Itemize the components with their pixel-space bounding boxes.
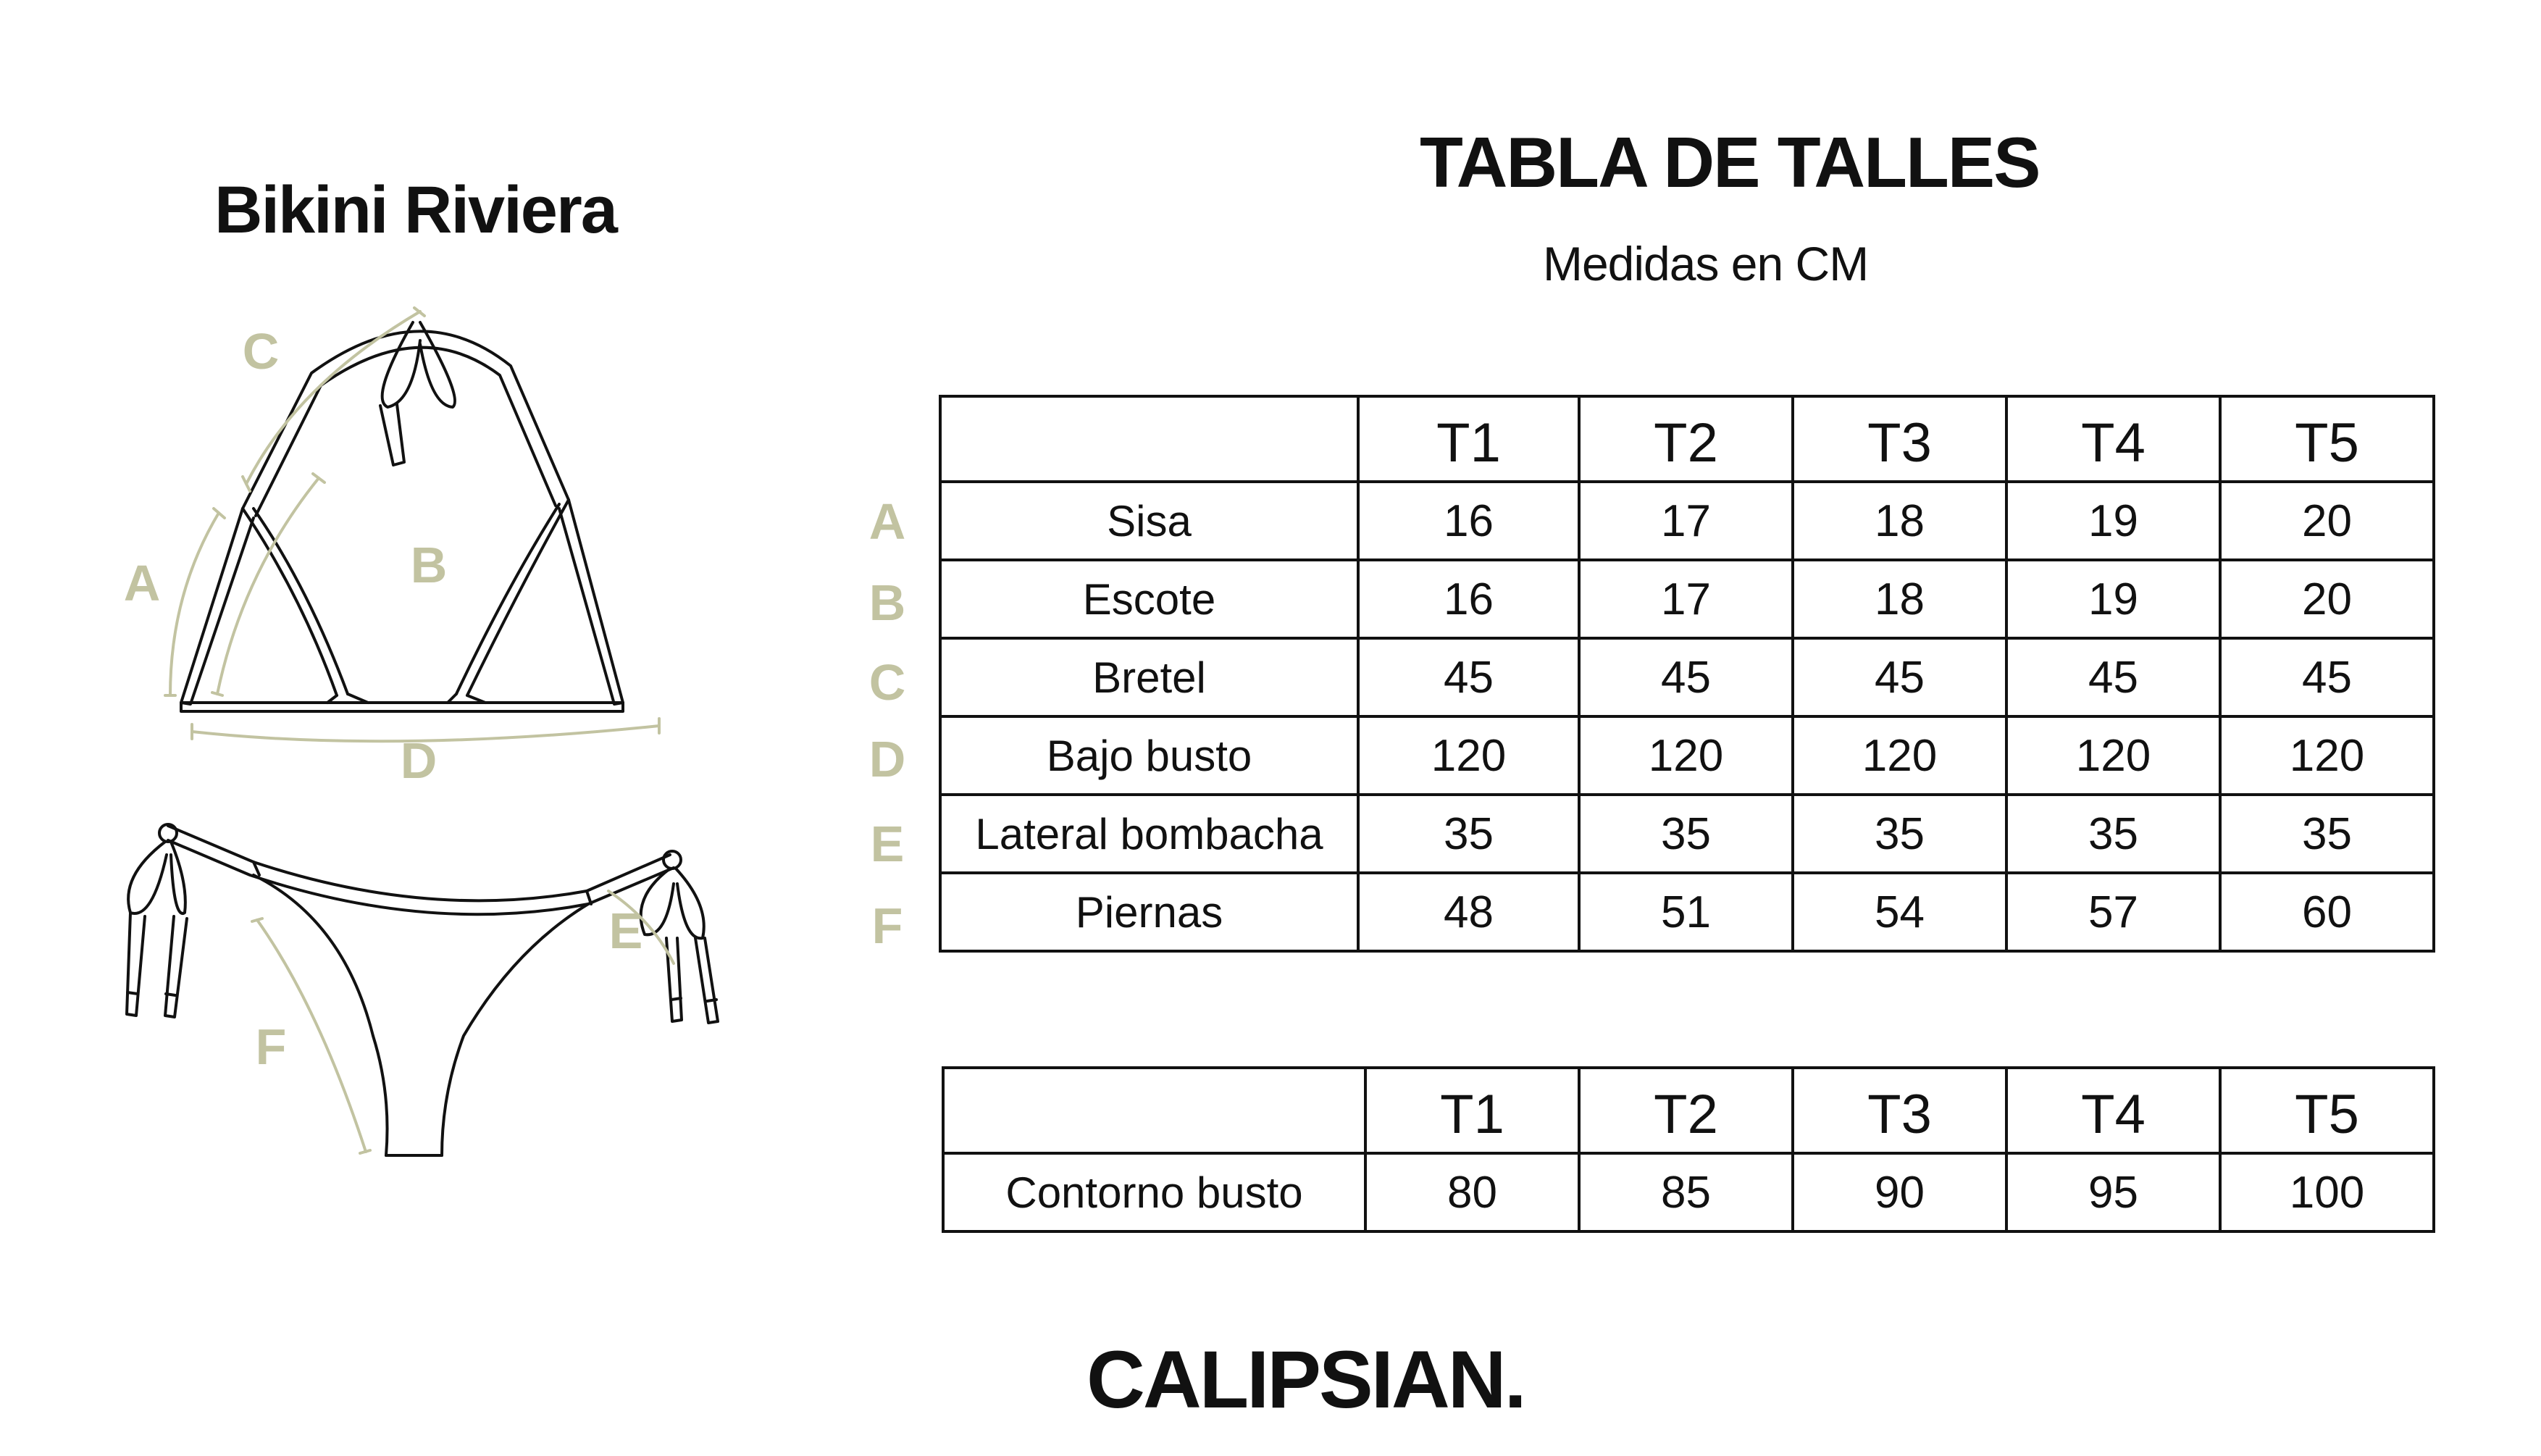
- header-corner-cell: [940, 396, 1358, 482]
- sheet-title: TABLA DE TALLES: [1420, 122, 2040, 202]
- measure-label-c: C: [242, 323, 280, 380]
- size-header: T2: [1579, 396, 1793, 482]
- table-cell: 18: [1793, 482, 2006, 560]
- table-cell: 51: [1579, 873, 1793, 951]
- table-row: [943, 1153, 2434, 1231]
- table-cell: 57: [2006, 873, 2220, 951]
- table-cell: 35: [2220, 795, 2434, 873]
- size-header: T2: [1579, 1068, 1793, 1153]
- table-cell: 90: [1793, 1153, 2006, 1231]
- size-header: T3: [1793, 1068, 2006, 1153]
- row-label: Bretel: [940, 638, 1358, 716]
- size-header: T1: [1358, 396, 1579, 482]
- size-header: T4: [2006, 1068, 2220, 1153]
- table-cell: 120: [1358, 716, 1579, 795]
- row-key-c: C: [868, 654, 906, 711]
- table-row: [940, 638, 2434, 716]
- product-title: Bikini Riviera: [214, 173, 616, 247]
- table-cell: 54: [1793, 873, 2006, 951]
- units-note: Medidas en CM: [1543, 237, 1869, 290]
- measure-label-a: A: [123, 555, 161, 611]
- measure-label-f: F: [255, 1018, 287, 1075]
- table-header-row: [943, 1068, 2434, 1153]
- table-cell: 120: [2006, 716, 2220, 795]
- measure-label-e: E: [608, 903, 643, 959]
- table-cell: 35: [1793, 795, 2006, 873]
- bikini-top-drawing: [181, 322, 623, 711]
- bikini-bottom-drawing: [127, 824, 718, 1155]
- row-key-b: B: [868, 574, 906, 631]
- size-table: [939, 395, 2435, 953]
- row-label: Sisa: [940, 482, 1358, 560]
- table-cell: 120: [1579, 716, 1793, 795]
- table-cell: 45: [1358, 638, 1579, 716]
- row-label: Piernas: [940, 873, 1358, 951]
- table-row: [940, 560, 2434, 638]
- size-header: T5: [2220, 1068, 2434, 1153]
- row-label: Escote: [940, 560, 1358, 638]
- table-cell: 85: [1579, 1153, 1793, 1231]
- table-cell: 17: [1579, 560, 1793, 638]
- size-header: T1: [1365, 1068, 1579, 1153]
- table-cell: 45: [1579, 638, 1793, 716]
- row-label: Bajo busto: [940, 716, 1358, 795]
- table-header-row: [940, 396, 2434, 482]
- table-row: [940, 795, 2434, 873]
- table-cell: 45: [2220, 638, 2434, 716]
- table-cell: 100: [2220, 1153, 2434, 1231]
- table-cell: 16: [1358, 560, 1579, 638]
- table-row: [940, 873, 2434, 951]
- table-cell: 20: [2220, 482, 2434, 560]
- table-cell: 60: [2220, 873, 2434, 951]
- table-cell: 35: [2006, 795, 2220, 873]
- table-cell: 80: [1365, 1153, 1579, 1231]
- row-label: Lateral bombacha: [940, 795, 1358, 873]
- row-key-a: A: [868, 493, 906, 550]
- row-key-f: F: [871, 898, 903, 954]
- measure-label-b: B: [410, 537, 448, 593]
- bust-table: [942, 1066, 2435, 1233]
- header-corner-cell: [943, 1068, 1365, 1153]
- table-cell: 19: [2006, 482, 2220, 560]
- size-header: T5: [2220, 396, 2434, 482]
- table-cell: 45: [1793, 638, 2006, 716]
- brand-logo: CALIPSIAN.: [1087, 1334, 1525, 1425]
- table-cell: 20: [2220, 560, 2434, 638]
- table-cell: 120: [2220, 716, 2434, 795]
- table-row: [940, 716, 2434, 795]
- table-cell: 120: [1793, 716, 2006, 795]
- table-cell: 45: [2006, 638, 2220, 716]
- table-cell: 95: [2006, 1153, 2220, 1231]
- table-cell: 35: [1579, 795, 1793, 873]
- measure-label-d: D: [400, 732, 438, 789]
- table-cell: 17: [1579, 482, 1793, 560]
- table-cell: 19: [2006, 560, 2220, 638]
- table-cell: 16: [1358, 482, 1579, 560]
- row-label: Contorno busto: [943, 1153, 1365, 1231]
- table-cell: 35: [1358, 795, 1579, 873]
- row-key-e: E: [870, 816, 905, 872]
- table-row: [940, 482, 2434, 560]
- size-header: T4: [2006, 396, 2220, 482]
- table-cell: 48: [1358, 873, 1579, 951]
- size-header: T3: [1793, 396, 2006, 482]
- table-cell: 18: [1793, 560, 2006, 638]
- row-key-d: D: [868, 731, 906, 787]
